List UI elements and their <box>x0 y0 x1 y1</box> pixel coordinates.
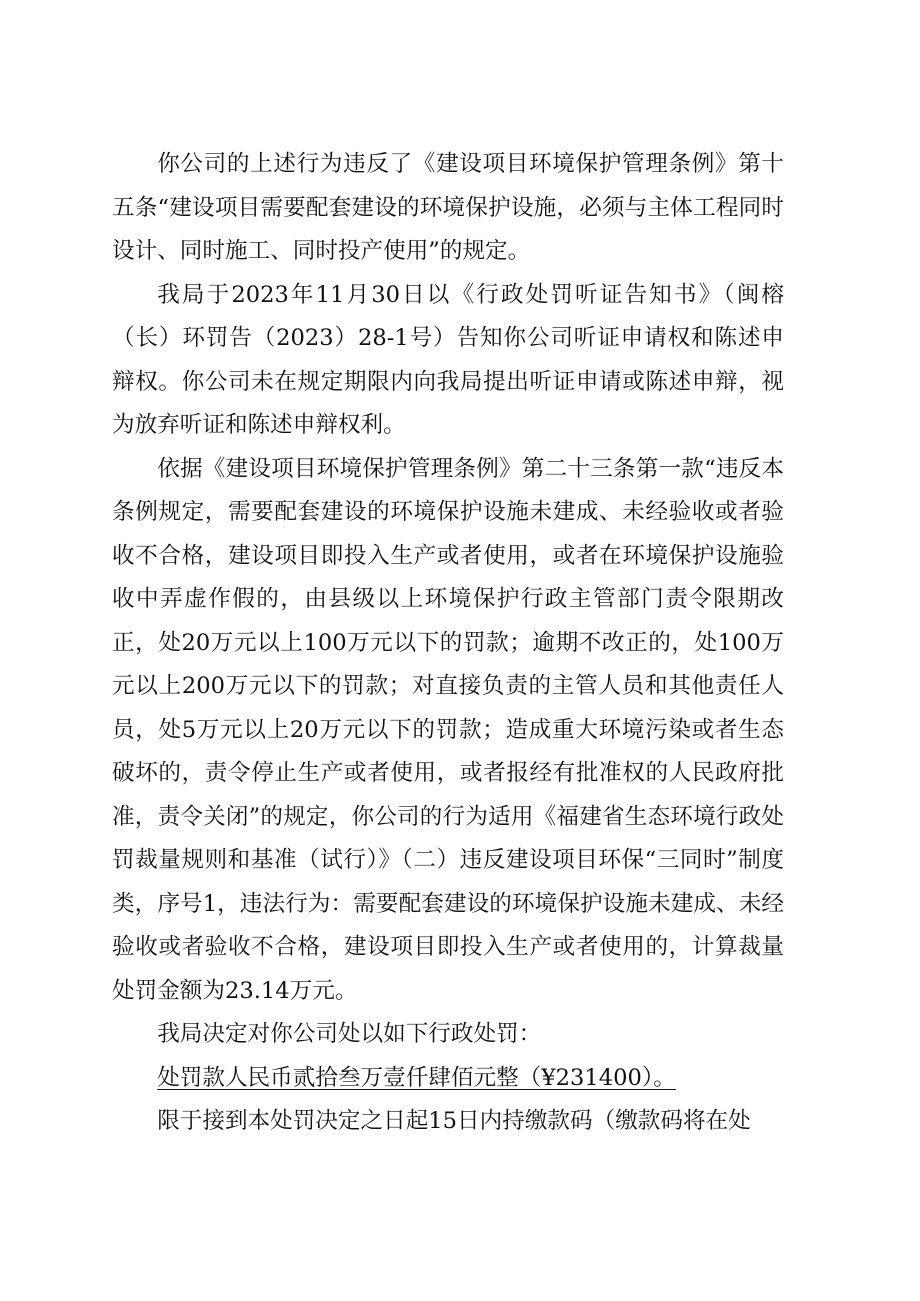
paragraph-decision-intro: 我局决定对你公司处以如下行政处罚： <box>157 1021 542 1047</box>
paragraph-legal-basis: 依据《建设项目环境保护管理条例》第二十三条第一款“违反本条例规定，需要配套建设的环境保护设施未建成、未经验收或者验收不合格，建设项目即投入生产或者使用，或者在环境保护设施验收中弄虚作假的，由县级以上环境保护行政主管部门责令限期改正，处20万元以上100万元以下的罚款；逾期不改正的，处100万元以上200万元以下的罚款；对直接负责的主管人员和其他责任人员，处5万元以上20万元以下的罚款；造成重大环境污染或者生态破坏的，责令停止生产或者使用，或者报经有批准权的人民政府批准，责令关闭”的规定，你公司的行为适用《福建省生态环境行政处罚裁量规则和基准（试行）》（二）违反建设项目环保“三同时”制度类，序号1，违法行为：需要配套建设的环境保护设施未建成、未经验收或者验收不合格，建设项目即投入生产或者使用的，计算裁量处罚金额为23.14万元。 <box>112 455 784 1004</box>
document-page <box>112 143 784 1144</box>
paragraph-hearing-notice: 我局于2023年11月30日以《行政处罚听证告知书》（闽榕（长）环罚告（2023）28-1号）告知你公司听证申请权和陈述申辩权。你公司未在规定期限内向我局提出听证申请或陈述申辩，视为放弃听证和陈述申辩权利。 <box>112 281 784 438</box>
penalty-amount-text: 处罚款人民币贰拾叁万壹仟肆佰元整（¥231400）。 <box>157 1064 676 1091</box>
paragraph-payment-deadline: 限于接到本处罚决定之日起15日内持缴款码（缴款码将在处 <box>157 1108 751 1134</box>
penalty-line <box>112 1057 784 1101</box>
paragraph-violation: 你公司的上述行为违反了《建设项目环境保护管理条例》第十五条“建设项目需要配套建设的环境保护设施，必须与主体工程同时设计、同时施工、同时投产使用”的规定。 <box>112 151 784 264</box>
